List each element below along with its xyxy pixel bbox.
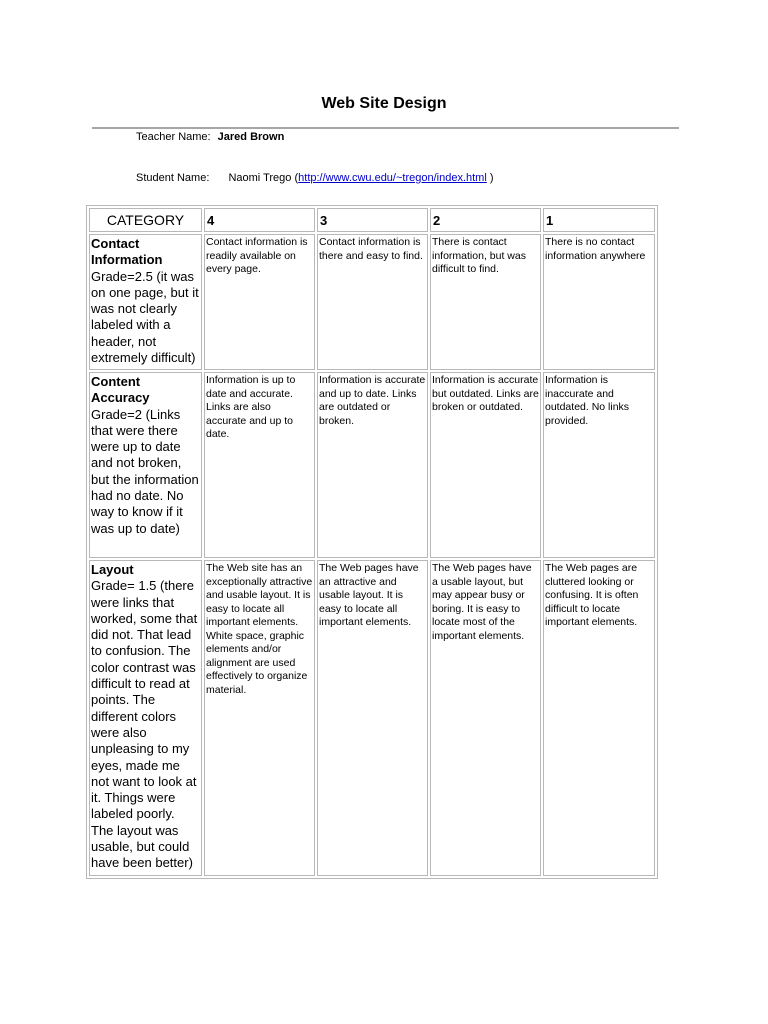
- header-level-3: 3: [317, 208, 428, 232]
- criteria-cell: Information is accurate and up to date. Links are outdated or broken.: [317, 372, 428, 558]
- header-level-4: 4: [204, 208, 315, 232]
- table-row: [89, 372, 655, 558]
- table-header-row: [89, 208, 655, 232]
- student-label: Student Name:: [136, 172, 210, 184]
- teacher-name: Jared Brown: [217, 131, 285, 143]
- criteria-cell: Information is inaccurate and outdated. No links provided.: [543, 372, 655, 558]
- grade-comment: Grade= 1.5 (there were links that worked, some that did not. That lead to confusion. The color contrast was difficult to read at points. The different colors were also unpleasing to my eyes, made me not want to look at it. Things were labeled poorly. The layout was usable, but could have been better): [91, 578, 198, 871]
- teacher-line: [136, 131, 284, 143]
- criteria-cell: Information is accurate but outdated. Links are broken or outdated.: [430, 372, 541, 558]
- category-name: Contact Information: [91, 236, 163, 268]
- header-level-1: 1: [543, 208, 655, 232]
- criteria-cell: There is no contact information anywhere: [543, 234, 655, 370]
- criteria-cell: There is contact information, but was difficult to find.: [430, 234, 541, 370]
- teacher-label: Teacher Name:: [136, 131, 211, 143]
- grade-comment: Grade=2 (Links that were there were up to date and not broken, but the information had no date. No way to know if it was up to date): [91, 406, 199, 536]
- grade-comment: Grade=2.5 (it was on one page, but it was not clearly labeled with a header, not extremely difficult): [91, 268, 199, 366]
- category-name: Layout: [91, 562, 134, 577]
- category-cell: [89, 372, 202, 558]
- criteria-cell: Contact information is there and easy to find.: [317, 234, 428, 370]
- rubric-table: [86, 205, 658, 879]
- table-row: [89, 560, 655, 876]
- category-name: Content Accuracy: [91, 374, 150, 406]
- criteria-cell: The Web pages have a usable layout, but may appear busy or boring. It is easy to locate most of the important elements.: [430, 560, 541, 876]
- student-site-link[interactable]: http://www.cwu.edu/~tregon/index.html: [298, 172, 487, 184]
- header-category: CATEGORY: [89, 208, 202, 232]
- student-name: Naomi Trego: [228, 172, 292, 184]
- category-cell: [89, 560, 202, 876]
- criteria-cell: Contact information is readily available on every page.: [204, 234, 315, 370]
- criteria-cell: The Web pages have an attractive and usable layout. It is easy to locate all important elements.: [317, 560, 428, 876]
- criteria-cell: The Web pages are cluttered looking or confusing. It is often difficult to locate important elements.: [543, 560, 655, 876]
- criteria-cell: The Web site has an exceptionally attractive and usable layout. It is easy to locate all important elements. White space, graphic elements and/or alignment are used effectively to organize material.: [204, 560, 315, 876]
- title-divider: [92, 127, 679, 129]
- category-cell: [89, 234, 202, 370]
- header-level-2: 2: [430, 208, 541, 232]
- student-line: [136, 172, 494, 184]
- paren-open: (: [294, 172, 299, 184]
- page-title: Web Site Design: [321, 95, 447, 112]
- paren-close: ): [486, 172, 494, 184]
- criteria-cell: Information is up to date and accurate. Links are also accurate and up to date.: [204, 372, 315, 558]
- table-row: [89, 234, 655, 370]
